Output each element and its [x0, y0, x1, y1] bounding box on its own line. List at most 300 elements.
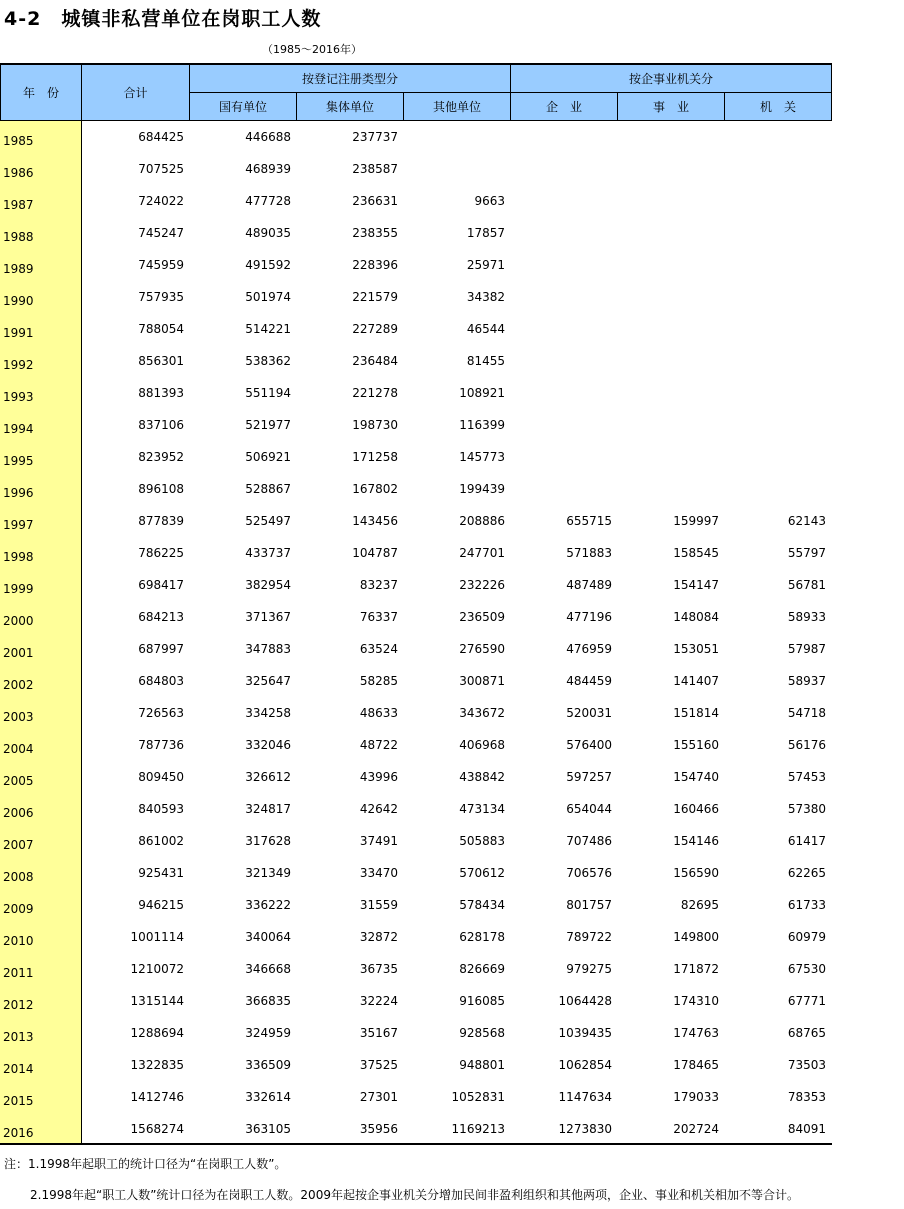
cell-enterprise — [512, 185, 612, 217]
cell-other: 208886 — [459, 514, 505, 528]
cell-total: 724022 — [138, 194, 184, 208]
header-by-registration-label: 按登记注册类型分 — [301, 72, 398, 86]
cell-institution: 171872 — [673, 962, 719, 976]
cell-other: 108921 — [459, 386, 505, 400]
cell-other: 343672 — [459, 706, 505, 720]
cell-collective: 32224 — [359, 994, 398, 1008]
cell-year: 2015 — [3, 1094, 34, 1108]
table-row — [0, 729, 832, 761]
cell-state: 340064 — [245, 930, 291, 944]
cell-other: 46544 — [466, 322, 505, 336]
cell-year: 1992 — [3, 358, 34, 372]
cell-agency: 62265 — [787, 866, 826, 880]
cell-year: 1991 — [3, 326, 34, 340]
cell-agency: 58933 — [787, 610, 826, 624]
cell-agency: 57380 — [787, 802, 826, 816]
table-row — [0, 121, 832, 153]
cell-institution — [619, 313, 719, 345]
cell-collective: 76337 — [359, 610, 398, 624]
cell-state: 525497 — [245, 514, 291, 528]
cell-enterprise — [512, 377, 612, 409]
cell-agency: 61733 — [787, 898, 826, 912]
table-row — [0, 377, 832, 409]
cell-state: 528867 — [245, 482, 291, 496]
cell-state: 521977 — [245, 418, 291, 432]
cell-year: 2006 — [3, 806, 34, 820]
cell-collective: 63524 — [359, 642, 398, 656]
cell-enterprise: 597257 — [566, 770, 612, 784]
cell-state: 551194 — [245, 386, 291, 400]
header-other-label: 其他单位 — [432, 100, 481, 114]
cell-total: 1001114 — [130, 930, 184, 944]
cell-institution — [619, 345, 719, 377]
cell-total: 687997 — [138, 642, 184, 656]
table-row — [0, 313, 832, 345]
cell-state: 468939 — [245, 162, 291, 176]
cell-enterprise: 655715 — [566, 514, 612, 528]
cell-agency: 78353 — [787, 1090, 826, 1104]
cell-state: 336222 — [245, 898, 291, 912]
cell-enterprise: 487489 — [566, 578, 612, 592]
cell-total: 684425 — [138, 130, 184, 144]
cell-other: 1169213 — [451, 1122, 505, 1136]
cell-institution: 154147 — [673, 578, 719, 592]
cell-other: 25971 — [466, 258, 505, 272]
cell-year: 2012 — [3, 998, 34, 1012]
cell-other: 34382 — [466, 290, 505, 304]
cell-state: 363105 — [245, 1122, 291, 1136]
cell-collective: 31559 — [359, 898, 398, 912]
cell-collective: 42642 — [359, 802, 398, 816]
cell-other: 300871 — [459, 674, 505, 688]
cell-state: 336509 — [245, 1058, 291, 1072]
cell-state: 324959 — [245, 1026, 291, 1040]
cell-other: 628178 — [459, 930, 505, 944]
table-row — [0, 825, 832, 857]
cell-total: 698417 — [138, 578, 184, 592]
cell-institution: 141407 — [673, 674, 719, 688]
cell-year: 1985 — [3, 134, 34, 148]
cell-total: 1322835 — [130, 1058, 184, 1072]
cell-enterprise — [512, 153, 612, 185]
cell-agency — [726, 377, 826, 409]
header-by-type-label: 按企事业机关分 — [628, 72, 713, 86]
cell-agency — [726, 281, 826, 313]
cell-total: 684213 — [138, 610, 184, 624]
cell-enterprise: 1039435 — [558, 1026, 612, 1040]
cell-other: 276590 — [459, 642, 505, 656]
cell-agency: 58937 — [787, 674, 826, 688]
cell-year: 2014 — [3, 1062, 34, 1076]
cell-total: 1288694 — [130, 1026, 184, 1040]
cell-year: 2000 — [3, 614, 34, 628]
cell-total: 787736 — [138, 738, 184, 752]
page-subtitle: （1985～2016年） — [262, 43, 362, 56]
cell-total: 707525 — [138, 162, 184, 176]
cell-state: 332046 — [245, 738, 291, 752]
cell-total: 856301 — [138, 354, 184, 368]
table-bottom-rule — [0, 1143, 832, 1145]
cell-collective: 228396 — [352, 258, 398, 272]
cell-institution — [619, 473, 719, 505]
cell-other: 116399 — [459, 418, 505, 432]
cell-agency: 60979 — [787, 930, 826, 944]
cell-collective: 27301 — [359, 1090, 398, 1104]
cell-year: 1994 — [3, 422, 34, 436]
cell-year: 2009 — [3, 902, 34, 916]
cell-total: 745959 — [138, 258, 184, 272]
table-row — [0, 281, 832, 313]
cell-other: 9663 — [474, 194, 505, 208]
cell-collective: 36735 — [359, 962, 398, 976]
cell-state: 506921 — [245, 450, 291, 464]
cell-enterprise: 1062854 — [558, 1058, 612, 1072]
cell-enterprise: 520031 — [566, 706, 612, 720]
cell-state: 371367 — [245, 610, 291, 624]
cell-other: 570612 — [459, 866, 505, 880]
cell-year: 1995 — [3, 454, 34, 468]
table-row — [0, 857, 832, 889]
cell-enterprise: 1273830 — [558, 1122, 612, 1136]
cell-year: 1987 — [3, 198, 34, 212]
cell-year: 1990 — [3, 294, 34, 308]
header-year-label: 年 份 — [22, 86, 59, 100]
header-state-owned — [190, 93, 297, 121]
cell-state: 324817 — [245, 802, 291, 816]
table-row — [0, 441, 832, 473]
cell-agency — [726, 473, 826, 505]
header-collective-label: 集体单位 — [325, 100, 374, 114]
cell-state: 382954 — [245, 578, 291, 592]
cell-other: 81455 — [466, 354, 505, 368]
cell-agency: 54718 — [787, 706, 826, 720]
table-row — [0, 761, 832, 793]
cell-year: 2010 — [3, 934, 34, 948]
cell-enterprise: 1064428 — [558, 994, 612, 1008]
cell-other: 236509 — [459, 610, 505, 624]
cell-collective: 37525 — [359, 1058, 398, 1072]
cell-enterprise: 979275 — [566, 962, 612, 976]
cell-agency: 56176 — [787, 738, 826, 752]
cell-agency — [726, 345, 826, 377]
cell-total: 684803 — [138, 674, 184, 688]
table-row — [0, 409, 832, 441]
cell-state: 489035 — [245, 226, 291, 240]
cell-other: 406968 — [459, 738, 505, 752]
cell-year: 2013 — [3, 1030, 34, 1044]
table-row — [0, 633, 832, 665]
header-agency — [725, 93, 832, 121]
cell-year: 2011 — [3, 966, 34, 980]
cell-institution: 156590 — [673, 866, 719, 880]
cell-state: 433737 — [245, 546, 291, 560]
cell-other: 247701 — [459, 546, 505, 560]
header-state-owned-label: 国有单位 — [218, 100, 267, 114]
header-collective — [297, 93, 404, 121]
cell-other: 17857 — [466, 226, 505, 240]
table-row — [0, 345, 832, 377]
cell-institution: 159997 — [673, 514, 719, 528]
cell-enterprise: 706576 — [566, 866, 612, 880]
cell-year: 2004 — [3, 742, 34, 756]
header-total-label: 合计 — [123, 86, 148, 100]
cell-state: 347883 — [245, 642, 291, 656]
cell-state: 491592 — [245, 258, 291, 272]
cell-enterprise: 707486 — [566, 834, 612, 848]
cell-collective: 143456 — [352, 514, 398, 528]
cell-total: 757935 — [138, 290, 184, 304]
cell-state: 446688 — [245, 130, 291, 144]
header-enterprise — [511, 93, 618, 121]
cell-institution — [619, 185, 719, 217]
cell-agency: 62143 — [787, 514, 826, 528]
cell-institution — [619, 377, 719, 409]
table-row — [0, 473, 832, 505]
cell-agency — [726, 153, 826, 185]
cell-collective: 221278 — [352, 386, 398, 400]
cell-institution: 179033 — [673, 1090, 719, 1104]
cell-enterprise — [512, 281, 612, 313]
table-row — [0, 217, 832, 249]
table-row — [0, 1081, 832, 1113]
cell-collective: 221579 — [352, 290, 398, 304]
cell-other — [405, 153, 505, 185]
cell-other: 438842 — [459, 770, 505, 784]
table-row — [0, 185, 832, 217]
header-by-registration — [190, 65, 511, 93]
table-row — [0, 889, 832, 921]
cell-state: 321349 — [245, 866, 291, 880]
cell-agency — [726, 121, 826, 153]
cell-year: 1989 — [3, 262, 34, 276]
cell-agency: 67771 — [787, 994, 826, 1008]
cell-institution: 178465 — [673, 1058, 719, 1072]
cell-agency — [726, 249, 826, 281]
cell-state: 501974 — [245, 290, 291, 304]
cell-institution: 149800 — [673, 930, 719, 944]
cell-agency — [726, 441, 826, 473]
cell-enterprise: 789722 — [566, 930, 612, 944]
cell-collective: 104787 — [352, 546, 398, 560]
cell-agency — [726, 185, 826, 217]
cell-year: 2001 — [3, 646, 34, 660]
cell-collective: 33470 — [359, 866, 398, 880]
cell-total: 840593 — [138, 802, 184, 816]
cell-year: 2005 — [3, 774, 34, 788]
header-agency-label: 机 关 — [759, 100, 796, 114]
cell-total: 837106 — [138, 418, 184, 432]
cell-institution: 174763 — [673, 1026, 719, 1040]
cell-total: 786225 — [138, 546, 184, 560]
cell-enterprise — [512, 249, 612, 281]
cell-collective: 37491 — [359, 834, 398, 848]
cell-enterprise — [512, 409, 612, 441]
cell-other: 948801 — [459, 1058, 505, 1072]
cell-total: 788054 — [138, 322, 184, 336]
cell-total: 1315144 — [130, 994, 184, 1008]
cell-collective: 236631 — [352, 194, 398, 208]
cell-institution — [619, 441, 719, 473]
cell-enterprise: 1147634 — [558, 1090, 612, 1104]
cell-agency: 55797 — [787, 546, 826, 560]
cell-enterprise — [512, 473, 612, 505]
cell-year: 1988 — [3, 230, 34, 244]
cell-other: 199439 — [459, 482, 505, 496]
cell-year: 2002 — [3, 678, 34, 692]
cell-state: 514221 — [245, 322, 291, 336]
data-table-body — [0, 121, 832, 1145]
page-title: 4-2 城镇非私营单位在岗职工人数 — [4, 8, 322, 30]
cell-other: 505883 — [459, 834, 505, 848]
cell-year: 2016 — [3, 1126, 34, 1140]
cell-state: 366835 — [245, 994, 291, 1008]
cell-other: 473134 — [459, 802, 505, 816]
cell-other: 232226 — [459, 578, 505, 592]
cell-total: 1210072 — [130, 962, 184, 976]
cell-enterprise: 801757 — [566, 898, 612, 912]
table-row — [0, 921, 832, 953]
cell-total: 861002 — [138, 834, 184, 848]
table-row — [0, 985, 832, 1017]
cell-state: 332614 — [245, 1090, 291, 1104]
cell-year: 1997 — [3, 518, 34, 532]
cell-year: 1996 — [3, 486, 34, 500]
cell-collective: 43996 — [359, 770, 398, 784]
cell-institution — [619, 153, 719, 185]
cell-enterprise: 654044 — [566, 802, 612, 816]
cell-other — [405, 121, 505, 153]
table-row — [0, 153, 832, 185]
cell-year: 1993 — [3, 390, 34, 404]
table-row — [0, 1049, 832, 1081]
footnote-1: 注：1.1998年起职工的统计口径为“在岗职工人数”。 — [4, 1157, 287, 1171]
cell-institution: 158545 — [673, 546, 719, 560]
table-row — [0, 953, 832, 985]
table-row — [0, 537, 832, 569]
cell-other: 145773 — [459, 450, 505, 464]
cell-state: 538362 — [245, 354, 291, 368]
cell-total: 925431 — [138, 866, 184, 880]
cell-collective: 58285 — [359, 674, 398, 688]
cell-other: 916085 — [459, 994, 505, 1008]
header-institution — [618, 93, 725, 121]
cell-enterprise — [512, 217, 612, 249]
cell-collective: 237737 — [352, 130, 398, 144]
cell-collective: 227289 — [352, 322, 398, 336]
header-year — [0, 65, 82, 121]
footnote-2: 2.1998年起“职工人数”统计口径为在岗职工人数。2009年起按企事业机关分增加民间非盈利组织和其他两项，企业、事业和机关相加不等合计。 — [30, 1188, 799, 1202]
cell-enterprise — [512, 441, 612, 473]
cell-total: 1568274 — [130, 1122, 184, 1136]
cell-institution: 160466 — [673, 802, 719, 816]
cell-collective: 48722 — [359, 738, 398, 752]
table-row — [0, 505, 832, 537]
cell-institution — [619, 249, 719, 281]
cell-institution: 153051 — [673, 642, 719, 656]
cell-agency — [726, 313, 826, 345]
cell-collective: 35167 — [359, 1026, 398, 1040]
cell-year: 1999 — [3, 582, 34, 596]
cell-enterprise — [512, 121, 612, 153]
table-row — [0, 569, 832, 601]
cell-state: 325647 — [245, 674, 291, 688]
cell-collective: 238355 — [352, 226, 398, 240]
cell-collective: 167802 — [352, 482, 398, 496]
cell-year: 1998 — [3, 550, 34, 564]
cell-other: 578434 — [459, 898, 505, 912]
table-row — [0, 1017, 832, 1049]
cell-state: 477728 — [245, 194, 291, 208]
cell-total: 881393 — [138, 386, 184, 400]
cell-total: 896108 — [138, 482, 184, 496]
cell-institution — [619, 121, 719, 153]
cell-agency: 84091 — [787, 1122, 826, 1136]
cell-agency: 56781 — [787, 578, 826, 592]
cell-total: 809450 — [138, 770, 184, 784]
table-row — [0, 1113, 832, 1145]
cell-enterprise: 484459 — [566, 674, 612, 688]
header-institution-label: 事 业 — [652, 100, 689, 114]
cell-institution: 148084 — [673, 610, 719, 624]
header-other — [404, 93, 511, 121]
cell-agency — [726, 409, 826, 441]
cell-collective: 32872 — [359, 930, 398, 944]
table-row — [0, 697, 832, 729]
cell-enterprise: 576400 — [566, 738, 612, 752]
cell-agency: 57987 — [787, 642, 826, 656]
cell-collective: 35956 — [359, 1122, 398, 1136]
cell-agency: 57453 — [787, 770, 826, 784]
table-row — [0, 793, 832, 825]
cell-year: 2003 — [3, 710, 34, 724]
cell-collective: 198730 — [352, 418, 398, 432]
cell-institution: 155160 — [673, 738, 719, 752]
cell-collective: 236484 — [352, 354, 398, 368]
cell-institution — [619, 217, 719, 249]
cell-institution: 174310 — [673, 994, 719, 1008]
cell-total: 745247 — [138, 226, 184, 240]
cell-year: 2008 — [3, 870, 34, 884]
cell-institution: 154146 — [673, 834, 719, 848]
header-enterprise-label: 企 业 — [545, 100, 582, 114]
table-row — [0, 249, 832, 281]
cell-collective: 238587 — [352, 162, 398, 176]
table-row — [0, 665, 832, 697]
cell-institution — [619, 281, 719, 313]
cell-enterprise — [512, 313, 612, 345]
cell-total: 1412746 — [130, 1090, 184, 1104]
cell-state: 326612 — [245, 770, 291, 784]
cell-enterprise — [512, 345, 612, 377]
cell-other: 928568 — [459, 1026, 505, 1040]
header-by-type — [511, 65, 832, 93]
cell-collective: 171258 — [352, 450, 398, 464]
cell-state: 334258 — [245, 706, 291, 720]
cell-state: 346668 — [245, 962, 291, 976]
cell-agency: 67530 — [787, 962, 826, 976]
header-total — [82, 65, 190, 121]
cell-enterprise: 476959 — [566, 642, 612, 656]
cell-other: 826669 — [459, 962, 505, 976]
cell-collective: 83237 — [359, 578, 398, 592]
cell-institution: 82695 — [680, 898, 719, 912]
cell-total: 823952 — [138, 450, 184, 464]
cell-other: 1052831 — [451, 1090, 505, 1104]
cell-institution: 151814 — [673, 706, 719, 720]
cell-institution — [619, 409, 719, 441]
cell-agency: 61417 — [787, 834, 826, 848]
cell-agency: 73503 — [787, 1058, 826, 1072]
